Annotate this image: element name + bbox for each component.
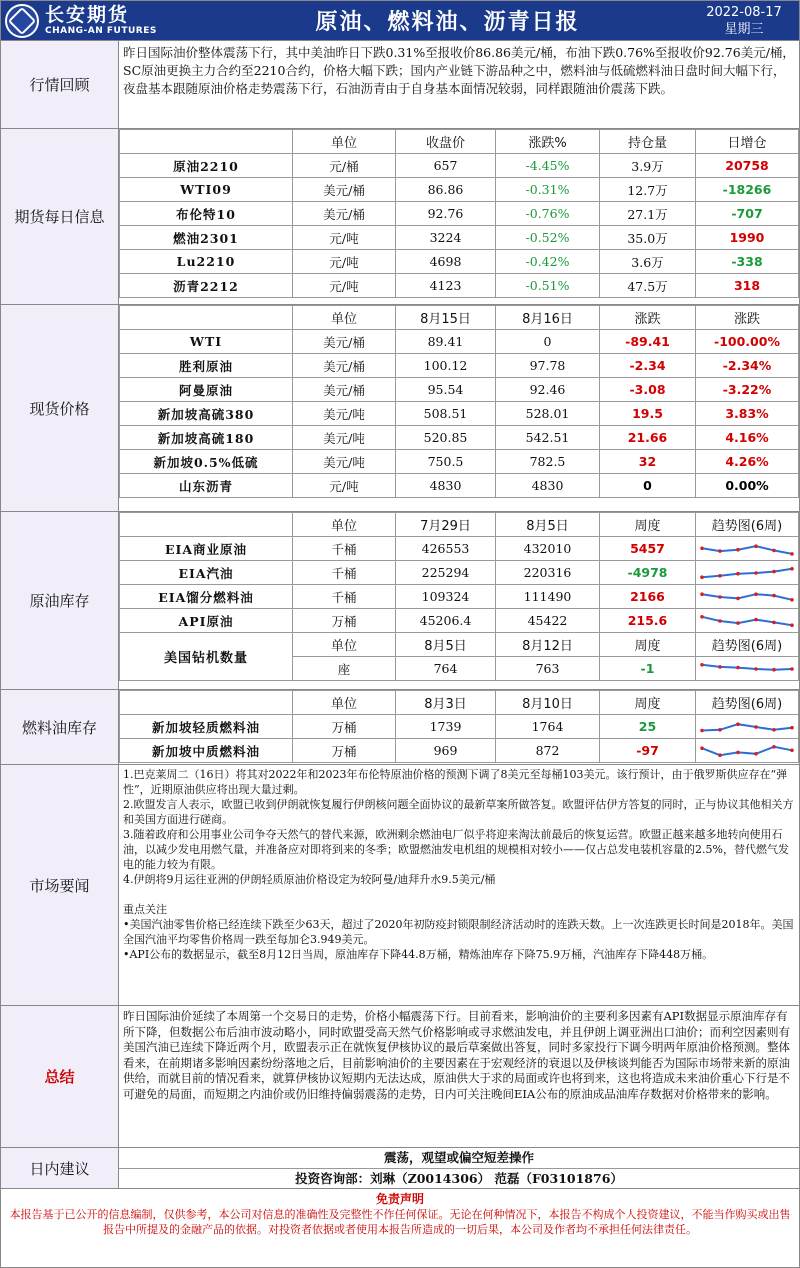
sparkline-line — [702, 568, 792, 576]
contract-name: 沥青2212 — [120, 274, 293, 298]
value-week2: 872 — [496, 739, 600, 763]
inventory-row — [120, 715, 799, 739]
advice-analysts: 投资咨询部：刘琳（Z0014306） 范磊（F03101876） — [119, 1168, 799, 1188]
product-name: 新加坡0.5%低硫 — [120, 450, 293, 474]
change: -2.34 — [600, 354, 696, 378]
sparkline-point — [700, 592, 704, 596]
unit: 元/吨 — [293, 474, 396, 498]
logo-en: CHANG-AN FUTURES — [45, 25, 157, 36]
trend-sparkline — [696, 537, 799, 561]
sparkline-point — [718, 753, 722, 757]
col-header — [120, 130, 293, 154]
value-week2: 220316 — [496, 561, 600, 585]
rig-d2: 763 — [496, 657, 600, 681]
sparkline-point — [700, 546, 704, 550]
close-price: 657 — [396, 154, 496, 178]
crude-inventory-table — [119, 512, 799, 681]
spot-row — [120, 330, 799, 354]
news-item: 4.伊朗将9月运往亚洲的伊朗轻质原油价格设定为较阿曼/迪拜升水9.5美元/桶 — [123, 873, 496, 886]
contract-name: Lu2210 — [120, 250, 293, 274]
inventory-row — [120, 537, 799, 561]
advice-section — [1, 1148, 799, 1189]
price-day2: 4830 — [496, 474, 600, 498]
spot-price-table — [119, 305, 799, 498]
sparkline-point — [790, 567, 794, 571]
inventory-name: 新加坡轻质燃料油 — [120, 715, 293, 739]
change-pct: -4.45% — [496, 154, 600, 178]
price-day1: 750.5 — [396, 450, 496, 474]
trend-sparkline — [696, 585, 799, 609]
price-day2: 542.51 — [496, 426, 600, 450]
oi-change: -707 — [696, 202, 799, 226]
oi-change: -338 — [696, 250, 799, 274]
oi-change: 20758 — [696, 154, 799, 178]
sparkline-line — [702, 724, 792, 730]
header-row — [120, 130, 799, 154]
unit: 美元/桶 — [293, 202, 396, 226]
price-day1: 508.51 — [396, 402, 496, 426]
col-header: 涨跌 — [600, 306, 696, 330]
sparkline-point — [790, 748, 794, 752]
close-price: 3224 — [396, 226, 496, 250]
futures-table — [119, 129, 799, 298]
open-interest: 35.0万 — [600, 226, 696, 250]
col-header — [120, 306, 293, 330]
sparkline-point — [718, 728, 722, 732]
sparkline-point — [736, 547, 740, 551]
col-header: 单位 — [293, 130, 396, 154]
sparkline-point — [790, 598, 794, 602]
change-pct: -2.34% — [696, 354, 799, 378]
sparkline-point — [718, 549, 722, 553]
market-review-section — [1, 41, 799, 129]
sparkline-point — [772, 548, 776, 552]
change-pct: 0.00% — [696, 474, 799, 498]
contract-name: 布伦特10 — [120, 202, 293, 226]
section-label: 燃料油库存 — [1, 690, 119, 764]
col-header: 趋势图(6周) — [696, 691, 799, 715]
product-name: 新加坡高硫180 — [120, 426, 293, 450]
open-interest: 27.1万 — [600, 202, 696, 226]
sparkline-point — [736, 571, 740, 575]
fuel-inventory-table — [119, 690, 799, 763]
futures-row — [120, 250, 799, 274]
sparkline-point — [718, 574, 722, 578]
sparkline-line — [702, 616, 792, 624]
sparkline-line — [702, 746, 792, 754]
inventory-name: API原油 — [120, 609, 293, 633]
col-header: 涨跌% — [496, 130, 600, 154]
unit: 美元/桶 — [293, 330, 396, 354]
unit: 元/吨 — [293, 226, 396, 250]
col-header: 周度 — [600, 633, 696, 657]
futures-row — [120, 226, 799, 250]
price-day2: 782.5 — [496, 450, 600, 474]
trend-sparkline — [696, 561, 799, 585]
close-price: 92.76 — [396, 202, 496, 226]
value-week1: 225294 — [396, 561, 496, 585]
disclaimer-text: 本报告基于已公开的信息编制，仅供参考，本公司对信息的准确性及完整性不作任何保证。无论在何种情况下，本报告不构成个人投资建议，不能当作购买或出售报告中所提及的金融产品的依据。对投资者依据或者使用本报告所造成的一切后果，本公司及作者均不承担任何法律责任。 — [9, 1208, 791, 1236]
col-header: 8月16日 — [496, 306, 600, 330]
weekly-change: 215.6 — [600, 609, 696, 633]
section-label: 市场要闻 — [1, 765, 119, 1005]
section-label: 日内建议 — [1, 1148, 119, 1188]
price-day1: 4830 — [396, 474, 496, 498]
change: 0 — [600, 474, 696, 498]
focus-title: 重点关注 — [123, 903, 167, 916]
unit: 元/吨 — [293, 250, 396, 274]
advice-text: 震荡，观望或偏空短差操作 — [383, 1150, 534, 1165]
spot-row — [120, 450, 799, 474]
weekly-change: -97 — [600, 739, 696, 763]
sparkline-point — [754, 725, 758, 729]
trend-sparkline — [696, 715, 799, 739]
news-item: 1.巴克莱周二（16日）将其对2022年和2023年布伦特原油价格的预测下调了8美元至每桶103美元。该行预计，由于俄罗斯供应存在“弹性”，近期原油供应将出现大量过剩。 — [123, 768, 788, 796]
value-week1: 45206.4 — [396, 609, 496, 633]
sparkline-point — [790, 623, 794, 627]
oi-change: 1990 — [696, 226, 799, 250]
news-item: 2.欧盟发言人表示，欧盟已收到伊朗就恢复履行伊朗核问题全面协议的最新草案所做答复。欧盟评估伊方答复的同时，正与协议其他相关方和美国方面进行磋商。 — [123, 798, 794, 826]
unit: 美元/桶 — [293, 178, 396, 202]
col-header: 单位 — [293, 633, 396, 657]
report-header — [1, 1, 799, 41]
sparkline-point — [772, 728, 776, 732]
col-header: 8月10日 — [496, 691, 600, 715]
sparkline-point — [700, 663, 704, 667]
sparkline-point — [736, 621, 740, 625]
header-row — [120, 513, 799, 537]
news-section — [1, 765, 799, 1006]
market-review-text: 昨日国际油价整体震荡下行，其中美油昨日下跌0.31%至报收价86.86美元/桶，布油下跌0.76%至报收价92.76美元/桶，SC原油更换主力合约至2210合约，价格大幅下跌；国内产业链下游品种之中，燃料油与低硫燃料油日盘时间大幅下行，夜盘基本跟随原油价格走势震荡下行，石油沥青由于自身基本面情况较弱，同样跟随油价震荡下跌。 — [123, 45, 795, 96]
unit: 美元/吨 — [293, 402, 396, 426]
sparkline-point — [790, 667, 794, 671]
sparkline-point — [700, 728, 704, 732]
open-interest: 12.7万 — [600, 178, 696, 202]
change: 32 — [600, 450, 696, 474]
sparkline-point — [772, 667, 776, 671]
unit: 万桶 — [293, 715, 396, 739]
fuel-inventory-section — [1, 690, 799, 765]
col-header: 8月5日 — [496, 513, 600, 537]
change-pct: -0.76% — [496, 202, 600, 226]
sparkline-point — [718, 619, 722, 623]
weekly-change: 5457 — [600, 537, 696, 561]
change: -89.41 — [600, 330, 696, 354]
close-price: 4698 — [396, 250, 496, 274]
value-week2: 432010 — [496, 537, 600, 561]
contract-name: 燃油2301 — [120, 226, 293, 250]
report-weekday: 星期三 — [724, 22, 764, 37]
change-pct: -0.52% — [496, 226, 600, 250]
summary-section — [1, 1006, 799, 1148]
spot-row — [120, 402, 799, 426]
inventory-row — [120, 609, 799, 633]
col-header: 日增仓 — [696, 130, 799, 154]
futures-row — [120, 202, 799, 226]
sparkline-point — [700, 575, 704, 579]
rig-unit: 座 — [293, 657, 396, 681]
crude-inventory-section — [1, 512, 799, 690]
product-name: 新加坡高硫380 — [120, 402, 293, 426]
open-interest: 3.6万 — [600, 250, 696, 274]
col-header: 8月15日 — [396, 306, 496, 330]
change-pct: -3.22% — [696, 378, 799, 402]
spot-row — [120, 378, 799, 402]
col-header: 收盘价 — [396, 130, 496, 154]
col-header: 8月3日 — [396, 691, 496, 715]
weekly-change: -4978 — [600, 561, 696, 585]
value-week2: 111490 — [496, 585, 600, 609]
col-header: 单位 — [293, 513, 396, 537]
sparkline-point — [700, 746, 704, 750]
price-day1: 100.12 — [396, 354, 496, 378]
unit: 元/吨 — [293, 274, 396, 298]
summary-text: 昨日国际油价延续了本周第一个交易日的走势，价格小幅震荡下行。目前看来，影响油价的主要利多因素有API数据显示原油库存有所下降，但数据公布后油市波动略小，同时欧盟受高天然气价格影响或寻求燃油发电，并且伊朗上调亚洲出口油价；而利空因素则有美国汽油已连续下降近两个月，欧盟表示正在就恢复伊核协议的最后草案做出答复，同时多家投行下调今明两年原油价格预测。整体看来，在前期诸多影响因素纷纷落地之后，目前影响油价的主要因素在于宏观经济的衰退以及伊核谈判能否为国际市场带来新的原油供给，而就目前的情况看来，就算伊核协议短期内无法达成，原油供大于求的局面或许也将到来，这也将造成未来油价重心下行是不可避免的局面，而短期之内油价或仍旧维持偏弱震荡的走势，日内可关注晚间EIA公布的原油成品油库存数据对价格带来的影响。 — [123, 1009, 790, 1101]
disclaimer — [1, 1189, 799, 1239]
price-day2: 0 — [496, 330, 600, 354]
value-week1: 1739 — [396, 715, 496, 739]
col-header — [120, 691, 293, 715]
spot-row — [120, 354, 799, 378]
news-item: 3.随着政府和公用事业公司争夺天然气的替代来源，欧洲剩余燃油电厂似乎将迎来淘汰前最后的恢复运营。欧盟正越来越多地转向使用石油，以减少发电用燃气量，并准备应对即将到来的冬季；欧盟燃油发电机组的规模相对较小——仅占总发电装机容量的2.5%，替代燃气发电的能力较为有限。 — [123, 828, 789, 871]
unit: 千桶 — [293, 537, 396, 561]
spot-row — [120, 426, 799, 450]
spot-price-section — [1, 305, 799, 512]
sparkline-point — [754, 667, 758, 671]
price-day2: 97.78 — [496, 354, 600, 378]
unit: 美元/桶 — [293, 378, 396, 402]
advice-content — [119, 1148, 799, 1188]
trend-sparkline — [696, 739, 799, 763]
value-week2: 45422 — [496, 609, 600, 633]
weekly-change: 2166 — [600, 585, 696, 609]
col-header: 8月12日 — [496, 633, 600, 657]
sparkline-point — [772, 569, 776, 573]
logo-emblem-icon — [5, 4, 39, 38]
product-name: 山东沥青 — [120, 474, 293, 498]
company-logo — [1, 1, 206, 40]
report-date: 2022-08-17 — [706, 5, 782, 20]
price-day1: 95.54 — [396, 378, 496, 402]
trend-sparkline — [696, 609, 799, 633]
col-header: 周度 — [600, 513, 696, 537]
sparkline-point — [718, 665, 722, 669]
spot-row — [120, 474, 799, 498]
col-header: 周度 — [600, 691, 696, 715]
section-label: 原油库存 — [1, 512, 119, 689]
sparkline-point — [790, 725, 794, 729]
weekly-change: 25 — [600, 715, 696, 739]
unit: 元/桶 — [293, 154, 396, 178]
futures-section — [1, 129, 799, 305]
sparkline-point — [772, 620, 776, 624]
inventory-name: EIA馏分燃料油 — [120, 585, 293, 609]
sparkline-point — [790, 552, 794, 556]
sparkline-point — [754, 752, 758, 756]
sparkline-point — [736, 750, 740, 754]
change: -3.08 — [600, 378, 696, 402]
section-label: 期货每日信息 — [1, 129, 119, 304]
oi-change: -18266 — [696, 178, 799, 202]
unit: 美元/吨 — [293, 426, 396, 450]
section-label: 总结 — [1, 1006, 119, 1147]
price-day1: 520.85 — [396, 426, 496, 450]
price-day2: 92.46 — [496, 378, 600, 402]
change-pct: -0.31% — [496, 178, 600, 202]
change-pct: -0.42% — [496, 250, 600, 274]
section-label: 行情回顾 — [1, 41, 119, 128]
header-row — [120, 691, 799, 715]
sparkline-point — [736, 665, 740, 669]
col-header: 单位 — [293, 306, 396, 330]
unit: 千桶 — [293, 585, 396, 609]
change-pct: 4.16% — [696, 426, 799, 450]
header-row — [120, 306, 799, 330]
sparkline-point — [772, 745, 776, 749]
unit: 万桶 — [293, 609, 396, 633]
col-header: 涨跌 — [696, 306, 799, 330]
col-header: 单位 — [293, 691, 396, 715]
focus-item: •美国汽油零售价格已经连续下跌至少63天，超过了2020年初防疫封锁限制经济活动时的连跌天数。上一次连跌更长时间是2018年。美国全国汽油平均零售价格周一跌至每加仑3.949美元。 — [123, 918, 794, 946]
sparkline-point — [772, 593, 776, 597]
contract-name: WTI09 — [120, 178, 293, 202]
unit: 万桶 — [293, 739, 396, 763]
inventory-name: EIA商业原油 — [120, 537, 293, 561]
focus-item: •API公布的数据显示，截至8月12日当周，原油库存下降44.8万桶，精炼油库存下降75.9万桶，汽油库存下降448万桶。 — [123, 948, 714, 961]
product-name: 胜利原油 — [120, 354, 293, 378]
report-date-box — [689, 1, 799, 40]
rig-trend-sparkline — [696, 657, 799, 681]
col-header — [120, 513, 293, 537]
contract-name: 原油2210 — [120, 154, 293, 178]
sparkline-line — [702, 594, 792, 600]
value-week1: 969 — [396, 739, 496, 763]
sparkline-point — [718, 595, 722, 599]
close-price: 86.86 — [396, 178, 496, 202]
sparkline-point — [736, 722, 740, 726]
price-day1: 89.41 — [396, 330, 496, 354]
section-label: 现货价格 — [1, 305, 119, 511]
close-price: 4123 — [396, 274, 496, 298]
product-name: 阿曼原油 — [120, 378, 293, 402]
value-week1: 109324 — [396, 585, 496, 609]
col-header: 趋势图(6周) — [696, 633, 799, 657]
rig-weekly-change: -1 — [600, 657, 696, 681]
sparkline-point — [700, 615, 704, 619]
change: 21.66 — [600, 426, 696, 450]
rig-d1: 764 — [396, 657, 496, 681]
futures-row — [120, 154, 799, 178]
futures-row — [120, 178, 799, 202]
inventory-row — [120, 561, 799, 585]
sparkline-point — [754, 544, 758, 548]
futures-row — [120, 274, 799, 298]
change-pct: 4.26% — [696, 450, 799, 474]
sparkline-line — [702, 546, 792, 554]
change: 19.5 — [600, 402, 696, 426]
value-week2: 1764 — [496, 715, 600, 739]
col-header: 趋势图(6周) — [696, 513, 799, 537]
sparkline-point — [754, 617, 758, 621]
disclaimer-title: 免责声明 — [375, 1192, 424, 1206]
change-pct: -100.00% — [696, 330, 799, 354]
sparkline-point — [754, 592, 758, 596]
logo-cn: 长安期货 — [45, 3, 130, 26]
inventory-row — [120, 739, 799, 763]
change-pct: -0.51% — [496, 274, 600, 298]
oi-change: 318 — [696, 274, 799, 298]
inventory-name: 新加坡中质燃料油 — [120, 739, 293, 763]
unit: 美元/吨 — [293, 450, 396, 474]
col-header: 8月5日 — [396, 633, 496, 657]
change-pct: 3.83% — [696, 402, 799, 426]
value-week1: 426553 — [396, 537, 496, 561]
sparkline-point — [736, 596, 740, 600]
open-interest: 3.9万 — [600, 154, 696, 178]
unit: 千桶 — [293, 561, 396, 585]
product-name: WTI — [120, 330, 293, 354]
rig-name: 美国钻机数量 — [120, 633, 293, 681]
inventory-row — [120, 585, 799, 609]
unit: 美元/桶 — [293, 354, 396, 378]
col-header: 7月29日 — [396, 513, 496, 537]
sparkline-point — [754, 571, 758, 575]
news-content — [119, 765, 799, 1005]
inventory-name: EIA汽油 — [120, 561, 293, 585]
sparkline-line — [702, 664, 792, 669]
col-header: 持仓量 — [600, 130, 696, 154]
report-title: 原油、燃料油、沥青日报 — [206, 1, 689, 40]
price-day2: 528.01 — [496, 402, 600, 426]
rig-header-row — [120, 633, 799, 657]
open-interest: 47.5万 — [600, 274, 696, 298]
